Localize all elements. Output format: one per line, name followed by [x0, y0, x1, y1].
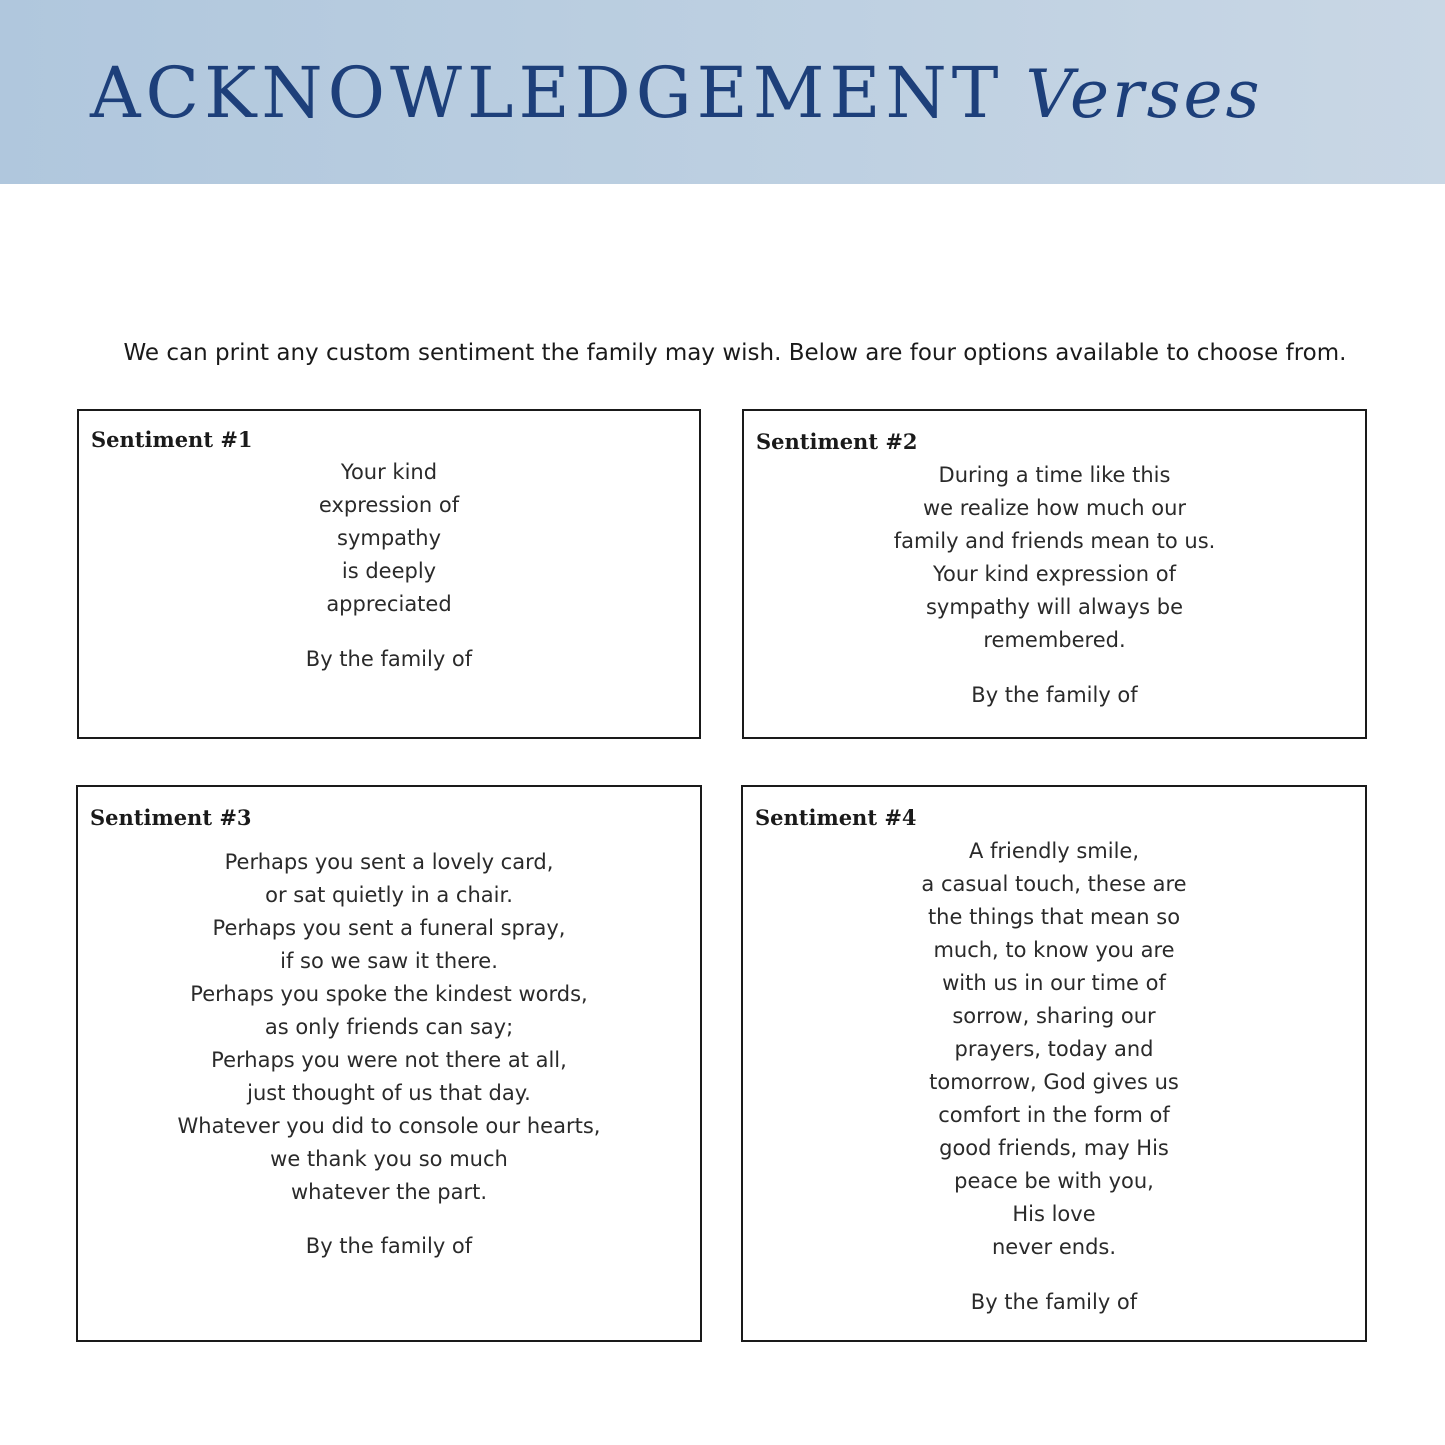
verse-line: with us in our time of: [942, 971, 1166, 995]
verse-line: Perhaps you sent a funeral spray,: [212, 916, 566, 940]
verse-line: Perhaps you sent a lovely card,: [224, 850, 554, 874]
sentiment-card-4: [741, 785, 1367, 1342]
sentiment-heading: Sentiment #3: [90, 805, 252, 830]
verse-line: Your kind: [340, 460, 438, 484]
verse-line: sorrow, sharing our: [952, 1004, 1156, 1028]
verse-line: the things that mean so: [927, 905, 1181, 929]
verse-line: comfort in the form of: [938, 1103, 1170, 1127]
verse-line: Whatever you did to console our hearts,: [177, 1114, 601, 1138]
verse-line: Perhaps you spoke the kindest words,: [190, 982, 588, 1006]
verse-line: His love: [1012, 1202, 1096, 1226]
sentiment-signoff: By the family of: [305, 1234, 473, 1258]
sentiment-heading: Sentiment #4: [755, 805, 917, 830]
sentiment-verse: [79, 456, 699, 621]
verse-line: whatever the part.: [290, 1180, 488, 1204]
verse-line: prayers, today and: [954, 1037, 1154, 1061]
verse-line: we realize how much our: [922, 496, 1187, 520]
sentiment-card-2: [742, 409, 1367, 739]
verse-line: remembered.: [983, 628, 1126, 652]
verse-line: much, to know you are: [933, 938, 1175, 962]
verse-line: just thought of us that day.: [247, 1081, 531, 1105]
verse-line: is deeply: [341, 559, 437, 583]
page-title-main: ACKNOWLEDGEMENT: [90, 52, 1004, 134]
sentiment-signoff: By the family of: [971, 683, 1138, 707]
sentiment-verse: [743, 835, 1365, 1264]
verse-line: Your kind expression of: [932, 562, 1176, 586]
sentiment-heading: Sentiment #1: [91, 427, 253, 452]
sentiment-card-1: [77, 409, 701, 739]
sentiment-card-3: [76, 785, 702, 1342]
verse-line: expression of: [318, 493, 460, 517]
verse-line: or sat quietly in a chair.: [265, 883, 513, 907]
verse-line: During a time like this: [938, 463, 1171, 487]
verse-line: a casual touch, these are: [921, 872, 1187, 896]
intro-text: We can print any custom sentiment the family may wish. Below are four options available to choose from.: [123, 340, 1347, 366]
sentiment-signoff: By the family of: [970, 1290, 1138, 1314]
page-title: [90, 52, 1263, 134]
verse-line: we thank you so much: [270, 1147, 508, 1171]
sentiment-verse: [744, 459, 1365, 657]
verse-line: if so we saw it there.: [280, 949, 498, 973]
sentiment-signoff: By the family of: [305, 647, 473, 671]
verse-line: good friends, may His: [939, 1136, 1169, 1160]
verse-line: sympathy will always be: [925, 595, 1184, 619]
verse-line: as only friends can say;: [264, 1015, 514, 1039]
page-title-italic: Verses: [1025, 56, 1263, 133]
sentiment-verse: [78, 846, 700, 1209]
header-band: [0, 0, 1445, 184]
verse-line: Perhaps you were not there at all,: [211, 1048, 567, 1072]
verse-line: never ends.: [991, 1235, 1117, 1259]
verse-line: peace be with you,: [954, 1169, 1154, 1193]
verse-line: family and friends mean to us.: [893, 529, 1216, 553]
sentiment-heading: Sentiment #2: [756, 429, 918, 454]
verse-line: A friendly smile,: [968, 839, 1140, 863]
verse-line: sympathy: [337, 526, 441, 550]
verse-line: appreciated: [326, 592, 452, 616]
verse-line: tomorrow, God gives us: [929, 1070, 1179, 1094]
